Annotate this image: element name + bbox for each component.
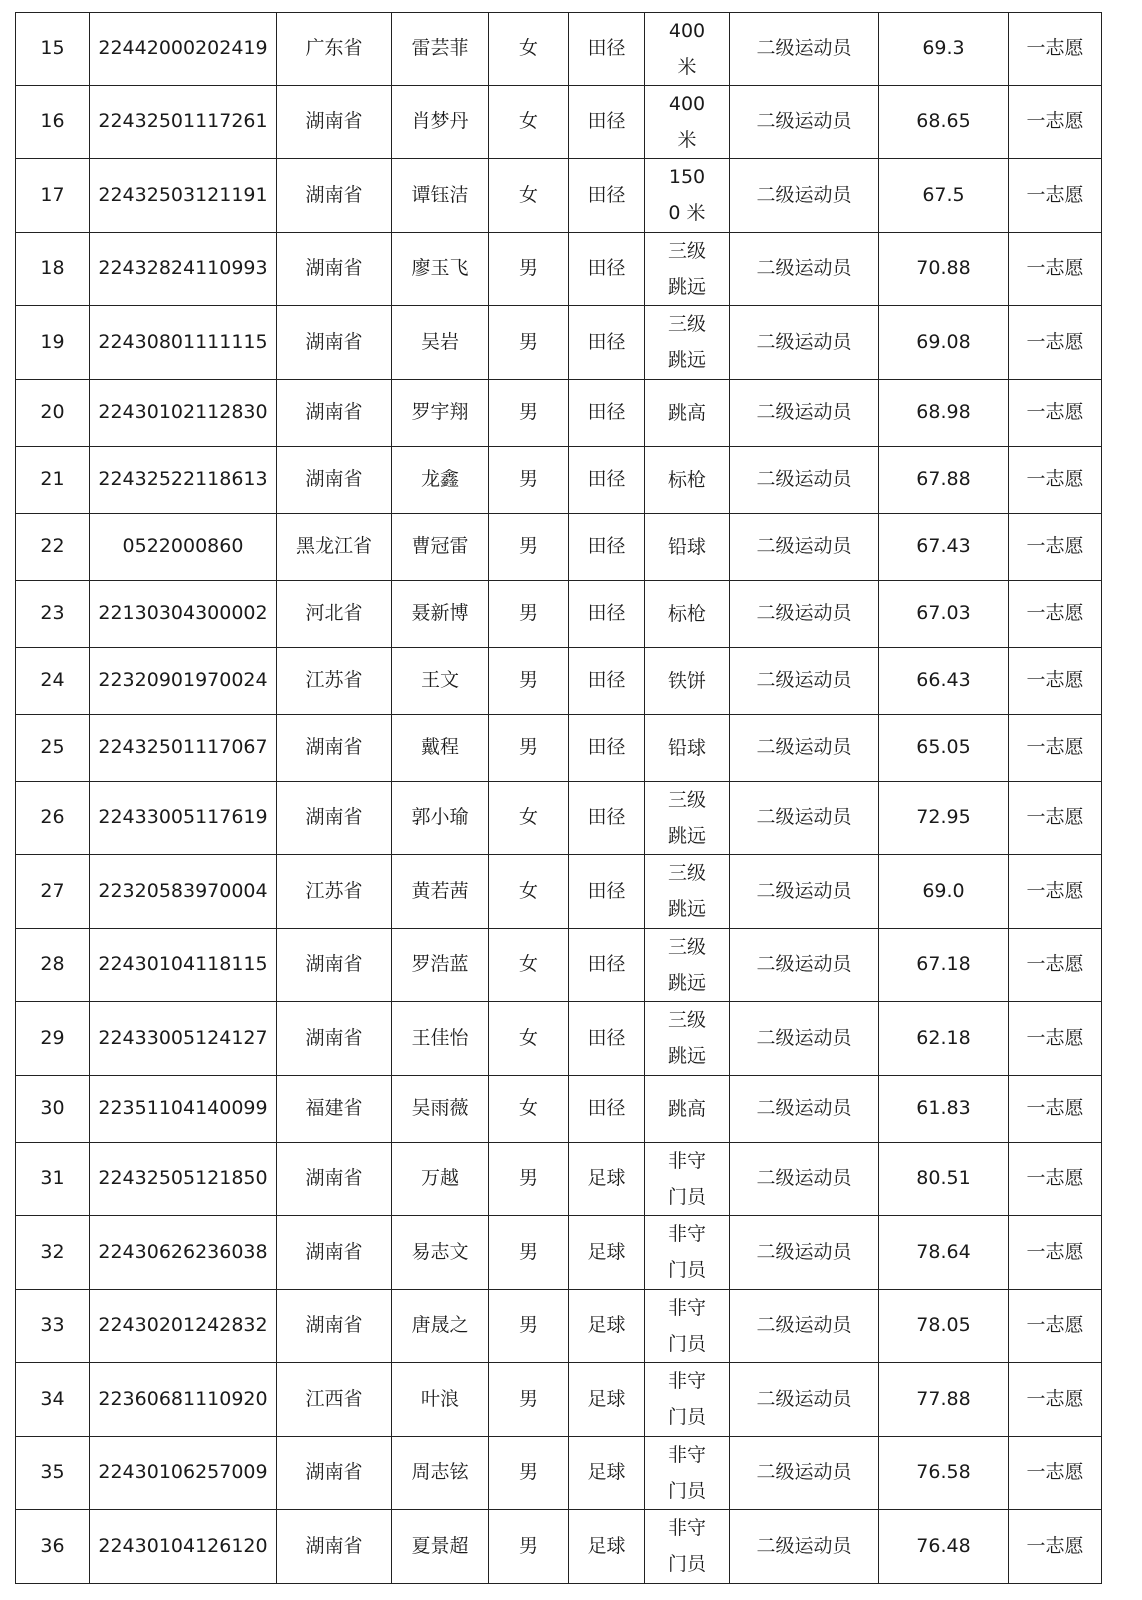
cell-score: 68.65 bbox=[879, 86, 1009, 159]
roster-body bbox=[16, 13, 1102, 1584]
event-text: 铁饼 bbox=[667, 669, 706, 692]
cell-score: 61.83 bbox=[879, 1075, 1009, 1142]
cell-choice: 一志愿 bbox=[1009, 647, 1102, 714]
cell-sport: 田径 bbox=[569, 379, 645, 446]
cell-score: 66.43 bbox=[879, 647, 1009, 714]
cell-choice: 一志愿 bbox=[1009, 928, 1102, 1002]
cell-event bbox=[645, 1436, 730, 1510]
cell-score: 67.43 bbox=[879, 513, 1009, 580]
cell-gender: 男 bbox=[489, 714, 569, 781]
cell-province: 江苏省 bbox=[277, 855, 392, 929]
cell-name: 王佳怡 bbox=[392, 1002, 489, 1076]
event-text: 非守门员 bbox=[667, 1517, 706, 1576]
cell-exam-id: 22432522118613 bbox=[90, 446, 277, 513]
cell-level: 二级运动员 bbox=[730, 1142, 879, 1216]
cell-score: 69.0 bbox=[879, 855, 1009, 929]
cell-no: 22 bbox=[16, 513, 90, 580]
cell-name: 龙鑫 bbox=[392, 446, 489, 513]
cell-gender: 男 bbox=[489, 1142, 569, 1216]
cell-no: 19 bbox=[16, 306, 90, 380]
cell-level: 二级运动员 bbox=[730, 1436, 879, 1510]
cell-exam-id: 22320583970004 bbox=[90, 855, 277, 929]
event-text: 三级跳远 bbox=[667, 935, 706, 994]
cell-score: 67.88 bbox=[879, 446, 1009, 513]
cell-event bbox=[645, 647, 730, 714]
cell-choice: 一志愿 bbox=[1009, 86, 1102, 159]
cell-province: 湖南省 bbox=[277, 781, 392, 855]
cell-gender: 男 bbox=[489, 232, 569, 306]
event-text: 跳高 bbox=[667, 1097, 706, 1120]
cell-exam-id: 22430104118115 bbox=[90, 928, 277, 1002]
cell-sport: 田径 bbox=[569, 928, 645, 1002]
table-row bbox=[16, 379, 1102, 446]
cell-no: 15 bbox=[16, 13, 90, 86]
cell-gender: 女 bbox=[489, 159, 569, 233]
cell-province: 江西省 bbox=[277, 1363, 392, 1437]
event-text: 标枪 bbox=[667, 602, 706, 625]
cell-name: 吴岩 bbox=[392, 306, 489, 380]
cell-province: 湖南省 bbox=[277, 1142, 392, 1216]
cell-name: 夏景超 bbox=[392, 1510, 489, 1584]
cell-gender: 男 bbox=[489, 306, 569, 380]
table-row bbox=[16, 1363, 1102, 1437]
event-text: 跳高 bbox=[667, 401, 706, 424]
event-text: 非守门员 bbox=[667, 1296, 706, 1355]
cell-score: 67.03 bbox=[879, 580, 1009, 647]
cell-score: 65.05 bbox=[879, 714, 1009, 781]
cell-exam-id: 22433005124127 bbox=[90, 1002, 277, 1076]
cell-level: 二级运动员 bbox=[730, 306, 879, 380]
table-row bbox=[16, 714, 1102, 781]
cell-choice: 一志愿 bbox=[1009, 1436, 1102, 1510]
cell-sport: 足球 bbox=[569, 1363, 645, 1437]
cell-no: 33 bbox=[16, 1289, 90, 1363]
cell-exam-id: 22430626236038 bbox=[90, 1216, 277, 1290]
cell-sport: 田径 bbox=[569, 232, 645, 306]
table-row bbox=[16, 647, 1102, 714]
cell-province: 湖南省 bbox=[277, 1510, 392, 1584]
cell-event bbox=[645, 1510, 730, 1584]
cell-event bbox=[645, 513, 730, 580]
cell-level: 二级运动员 bbox=[730, 1075, 879, 1142]
event-text: 三级跳远 bbox=[667, 313, 706, 372]
cell-gender: 男 bbox=[489, 1289, 569, 1363]
cell-exam-id: 22130304300002 bbox=[90, 580, 277, 647]
cell-event bbox=[645, 1289, 730, 1363]
table-row bbox=[16, 513, 1102, 580]
table-row bbox=[16, 1436, 1102, 1510]
cell-choice: 一志愿 bbox=[1009, 714, 1102, 781]
cell-score: 76.58 bbox=[879, 1436, 1009, 1510]
cell-level: 二级运动员 bbox=[730, 580, 879, 647]
event-text: 非守门员 bbox=[667, 1223, 706, 1282]
cell-level: 二级运动员 bbox=[730, 446, 879, 513]
cell-level: 二级运动员 bbox=[730, 1002, 879, 1076]
cell-level: 二级运动员 bbox=[730, 1216, 879, 1290]
event-text: 非守门员 bbox=[667, 1149, 706, 1208]
cell-name: 易志文 bbox=[392, 1216, 489, 1290]
cell-level: 二级运动员 bbox=[730, 928, 879, 1002]
cell-event bbox=[645, 13, 730, 86]
cell-choice: 一志愿 bbox=[1009, 232, 1102, 306]
cell-no: 34 bbox=[16, 1363, 90, 1437]
event-text: 400 米 bbox=[668, 20, 706, 78]
cell-province: 湖南省 bbox=[277, 232, 392, 306]
cell-event bbox=[645, 855, 730, 929]
cell-name: 郭小瑜 bbox=[392, 781, 489, 855]
cell-gender: 女 bbox=[489, 13, 569, 86]
cell-event bbox=[645, 1075, 730, 1142]
cell-gender: 女 bbox=[489, 781, 569, 855]
cell-no: 36 bbox=[16, 1510, 90, 1584]
cell-sport: 田径 bbox=[569, 855, 645, 929]
cell-level: 二级运动员 bbox=[730, 379, 879, 446]
cell-name: 吴雨薇 bbox=[392, 1075, 489, 1142]
event-text: 非守门员 bbox=[667, 1443, 706, 1502]
cell-level: 二级运动员 bbox=[730, 86, 879, 159]
cell-choice: 一志愿 bbox=[1009, 13, 1102, 86]
cell-no: 32 bbox=[16, 1216, 90, 1290]
cell-province: 湖南省 bbox=[277, 928, 392, 1002]
cell-exam-id: 22432501117261 bbox=[90, 86, 277, 159]
cell-event bbox=[645, 1216, 730, 1290]
cell-event bbox=[645, 1002, 730, 1076]
cell-sport: 田径 bbox=[569, 1002, 645, 1076]
event-text: 标枪 bbox=[667, 468, 706, 491]
cell-event bbox=[645, 1363, 730, 1437]
cell-name: 罗宇翔 bbox=[392, 379, 489, 446]
cell-province: 江苏省 bbox=[277, 647, 392, 714]
event-text: 铅球 bbox=[667, 736, 706, 759]
event-text: 铅球 bbox=[667, 535, 706, 558]
table-row bbox=[16, 1289, 1102, 1363]
cell-name: 周志铉 bbox=[392, 1436, 489, 1510]
cell-level: 二级运动员 bbox=[730, 513, 879, 580]
cell-name: 曹冠雷 bbox=[392, 513, 489, 580]
table-row bbox=[16, 1216, 1102, 1290]
event-text: 三级跳远 bbox=[667, 239, 706, 298]
cell-gender: 女 bbox=[489, 855, 569, 929]
cell-name: 王文 bbox=[392, 647, 489, 714]
table-row bbox=[16, 159, 1102, 233]
cell-event bbox=[645, 1142, 730, 1216]
cell-level: 二级运动员 bbox=[730, 647, 879, 714]
cell-event bbox=[645, 159, 730, 233]
cell-province: 黑龙江省 bbox=[277, 513, 392, 580]
cell-sport: 田径 bbox=[569, 714, 645, 781]
cell-level: 二级运动员 bbox=[730, 159, 879, 233]
event-text: 三级跳远 bbox=[667, 1009, 706, 1068]
cell-exam-id: 22430104126120 bbox=[90, 1510, 277, 1584]
cell-score: 77.88 bbox=[879, 1363, 1009, 1437]
cell-exam-id: 22433005117619 bbox=[90, 781, 277, 855]
cell-event bbox=[645, 714, 730, 781]
table-row bbox=[16, 580, 1102, 647]
cell-event bbox=[645, 928, 730, 1002]
cell-exam-id: 22442000202419 bbox=[90, 13, 277, 86]
cell-score: 80.51 bbox=[879, 1142, 1009, 1216]
cell-sport: 田径 bbox=[569, 1075, 645, 1142]
cell-choice: 一志愿 bbox=[1009, 306, 1102, 380]
cell-score: 67.18 bbox=[879, 928, 1009, 1002]
cell-name: 廖玉飞 bbox=[392, 232, 489, 306]
cell-choice: 一志愿 bbox=[1009, 1075, 1102, 1142]
cell-level: 二级运动员 bbox=[730, 1363, 879, 1437]
cell-exam-id: 22430102112830 bbox=[90, 379, 277, 446]
cell-sport: 田径 bbox=[569, 446, 645, 513]
cell-no: 28 bbox=[16, 928, 90, 1002]
table-row bbox=[16, 1002, 1102, 1076]
cell-choice: 一志愿 bbox=[1009, 1216, 1102, 1290]
table-row bbox=[16, 446, 1102, 513]
cell-score: 78.64 bbox=[879, 1216, 1009, 1290]
cell-gender: 男 bbox=[489, 379, 569, 446]
table-row bbox=[16, 928, 1102, 1002]
cell-name: 黄若茜 bbox=[392, 855, 489, 929]
cell-choice: 一志愿 bbox=[1009, 1510, 1102, 1584]
cell-exam-id: 0522000860 bbox=[90, 513, 277, 580]
cell-event bbox=[645, 232, 730, 306]
cell-name: 罗浩蓝 bbox=[392, 928, 489, 1002]
cell-sport: 田径 bbox=[569, 647, 645, 714]
event-text: 非守门员 bbox=[667, 1370, 706, 1429]
table-row bbox=[16, 1075, 1102, 1142]
athlete-roster-table bbox=[15, 12, 1102, 1584]
table-row bbox=[16, 1510, 1102, 1584]
cell-name: 万越 bbox=[392, 1142, 489, 1216]
cell-event bbox=[645, 781, 730, 855]
cell-name: 叶浪 bbox=[392, 1363, 489, 1437]
cell-sport: 田径 bbox=[569, 159, 645, 233]
cell-event bbox=[645, 86, 730, 159]
cell-sport: 田径 bbox=[569, 13, 645, 86]
cell-exam-id: 22432503121191 bbox=[90, 159, 277, 233]
cell-province: 广东省 bbox=[277, 13, 392, 86]
cell-name: 聂新博 bbox=[392, 580, 489, 647]
cell-sport: 足球 bbox=[569, 1436, 645, 1510]
cell-no: 16 bbox=[16, 86, 90, 159]
cell-sport: 足球 bbox=[569, 1142, 645, 1216]
cell-choice: 一志愿 bbox=[1009, 159, 1102, 233]
cell-level: 二级运动员 bbox=[730, 781, 879, 855]
cell-exam-id: 22351104140099 bbox=[90, 1075, 277, 1142]
table-row bbox=[16, 855, 1102, 929]
cell-sport: 足球 bbox=[569, 1216, 645, 1290]
cell-score: 68.98 bbox=[879, 379, 1009, 446]
cell-exam-id: 22432505121850 bbox=[90, 1142, 277, 1216]
cell-sport: 足球 bbox=[569, 1289, 645, 1363]
cell-exam-id: 22430201242832 bbox=[90, 1289, 277, 1363]
cell-exam-id: 22430106257009 bbox=[90, 1436, 277, 1510]
cell-gender: 男 bbox=[489, 580, 569, 647]
cell-no: 21 bbox=[16, 446, 90, 513]
cell-gender: 男 bbox=[489, 1510, 569, 1584]
cell-no: 20 bbox=[16, 379, 90, 446]
cell-no: 18 bbox=[16, 232, 90, 306]
cell-no: 30 bbox=[16, 1075, 90, 1142]
cell-no: 25 bbox=[16, 714, 90, 781]
cell-choice: 一志愿 bbox=[1009, 513, 1102, 580]
cell-no: 31 bbox=[16, 1142, 90, 1216]
cell-sport: 田径 bbox=[569, 781, 645, 855]
cell-score: 69.3 bbox=[879, 13, 1009, 86]
cell-name: 肖梦丹 bbox=[392, 86, 489, 159]
cell-name: 谭钰洁 bbox=[392, 159, 489, 233]
cell-score: 72.95 bbox=[879, 781, 1009, 855]
cell-level: 二级运动员 bbox=[730, 232, 879, 306]
cell-choice: 一志愿 bbox=[1009, 781, 1102, 855]
event-text: 三级跳远 bbox=[667, 788, 706, 847]
cell-score: 67.5 bbox=[879, 159, 1009, 233]
cell-no: 29 bbox=[16, 1002, 90, 1076]
cell-province: 河北省 bbox=[277, 580, 392, 647]
cell-province: 湖南省 bbox=[277, 1289, 392, 1363]
cell-event bbox=[645, 446, 730, 513]
cell-choice: 一志愿 bbox=[1009, 1002, 1102, 1076]
cell-province: 福建省 bbox=[277, 1075, 392, 1142]
cell-sport: 田径 bbox=[569, 513, 645, 580]
cell-score: 69.08 bbox=[879, 306, 1009, 380]
cell-gender: 女 bbox=[489, 86, 569, 159]
cell-choice: 一志愿 bbox=[1009, 855, 1102, 929]
cell-gender: 男 bbox=[489, 647, 569, 714]
cell-province: 湖南省 bbox=[277, 86, 392, 159]
table-row bbox=[16, 306, 1102, 380]
cell-event bbox=[645, 580, 730, 647]
cell-score: 62.18 bbox=[879, 1002, 1009, 1076]
cell-no: 17 bbox=[16, 159, 90, 233]
event-text: 1500 米 bbox=[668, 166, 706, 225]
cell-sport: 田径 bbox=[569, 580, 645, 647]
cell-no: 24 bbox=[16, 647, 90, 714]
table-row bbox=[16, 781, 1102, 855]
cell-gender: 男 bbox=[489, 1436, 569, 1510]
cell-choice: 一志愿 bbox=[1009, 1363, 1102, 1437]
cell-sport: 田径 bbox=[569, 86, 645, 159]
cell-level: 二级运动员 bbox=[730, 1289, 879, 1363]
cell-level: 二级运动员 bbox=[730, 855, 879, 929]
cell-event bbox=[645, 306, 730, 380]
cell-exam-id: 22432824110993 bbox=[90, 232, 277, 306]
cell-choice: 一志愿 bbox=[1009, 580, 1102, 647]
cell-no: 27 bbox=[16, 855, 90, 929]
cell-exam-id: 22430801111115 bbox=[90, 306, 277, 380]
table-row bbox=[16, 86, 1102, 159]
cell-province: 湖南省 bbox=[277, 379, 392, 446]
cell-event bbox=[645, 379, 730, 446]
cell-exam-id: 22360681110920 bbox=[90, 1363, 277, 1437]
cell-name: 戴程 bbox=[392, 714, 489, 781]
cell-province: 湖南省 bbox=[277, 446, 392, 513]
cell-score: 76.48 bbox=[879, 1510, 1009, 1584]
cell-choice: 一志愿 bbox=[1009, 446, 1102, 513]
cell-score: 70.88 bbox=[879, 232, 1009, 306]
cell-no: 35 bbox=[16, 1436, 90, 1510]
cell-gender: 女 bbox=[489, 1002, 569, 1076]
cell-no: 23 bbox=[16, 580, 90, 647]
cell-score: 78.05 bbox=[879, 1289, 1009, 1363]
cell-gender: 女 bbox=[489, 928, 569, 1002]
cell-choice: 一志愿 bbox=[1009, 1142, 1102, 1216]
event-text: 三级跳远 bbox=[667, 862, 706, 921]
cell-province: 湖南省 bbox=[277, 1436, 392, 1510]
cell-level: 二级运动员 bbox=[730, 13, 879, 86]
cell-level: 二级运动员 bbox=[730, 1510, 879, 1584]
cell-sport: 足球 bbox=[569, 1510, 645, 1584]
cell-no: 26 bbox=[16, 781, 90, 855]
cell-gender: 女 bbox=[489, 1075, 569, 1142]
cell-gender: 男 bbox=[489, 446, 569, 513]
cell-level: 二级运动员 bbox=[730, 714, 879, 781]
cell-exam-id: 22320901970024 bbox=[90, 647, 277, 714]
cell-gender: 男 bbox=[489, 1216, 569, 1290]
cell-province: 湖南省 bbox=[277, 306, 392, 380]
cell-province: 湖南省 bbox=[277, 159, 392, 233]
event-text: 400 米 bbox=[668, 93, 706, 151]
cell-gender: 男 bbox=[489, 513, 569, 580]
cell-name: 唐晟之 bbox=[392, 1289, 489, 1363]
cell-province: 湖南省 bbox=[277, 1002, 392, 1076]
cell-name: 雷芸菲 bbox=[392, 13, 489, 86]
cell-exam-id: 22432501117067 bbox=[90, 714, 277, 781]
table-row bbox=[16, 13, 1102, 86]
table-row bbox=[16, 1142, 1102, 1216]
cell-choice: 一志愿 bbox=[1009, 1289, 1102, 1363]
cell-gender: 男 bbox=[489, 1363, 569, 1437]
table-row bbox=[16, 232, 1102, 306]
cell-province: 湖南省 bbox=[277, 714, 392, 781]
cell-province: 湖南省 bbox=[277, 1216, 392, 1290]
cell-choice: 一志愿 bbox=[1009, 379, 1102, 446]
cell-sport: 田径 bbox=[569, 306, 645, 380]
